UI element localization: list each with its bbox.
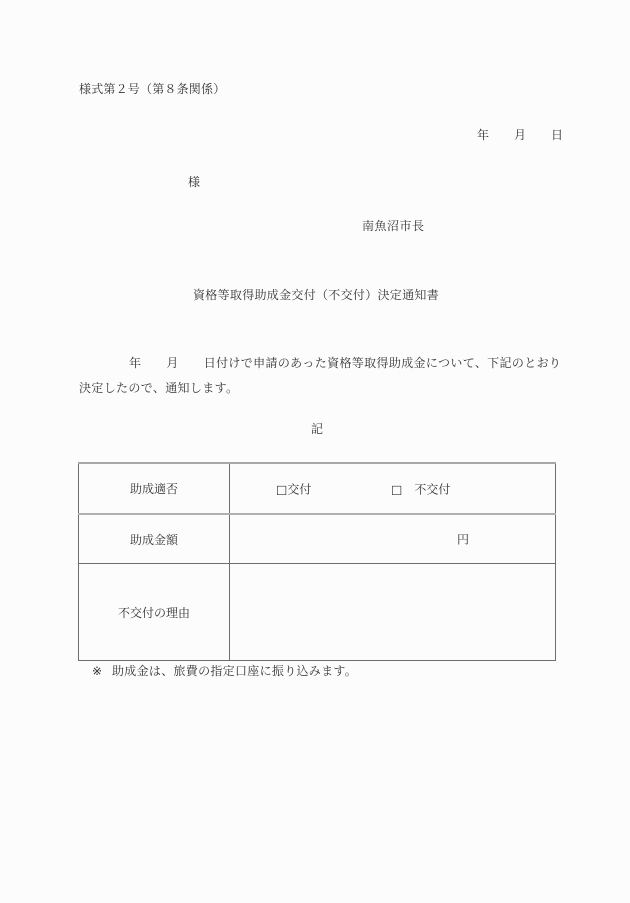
date-day-label: 日: [551, 128, 564, 142]
table-row-reason: [79, 564, 556, 661]
body-month-label: 月: [166, 356, 179, 370]
date-year-label: 年: [477, 128, 490, 142]
body-paragraph: [79, 351, 569, 401]
document-title: 資格等取得助成金交付（不交付）決定通知書: [193, 288, 440, 302]
option-grant[interactable]: [276, 480, 311, 497]
checkbox-icon[interactable]: □: [276, 482, 288, 496]
option-grant-label: 交付: [287, 482, 312, 496]
yen-unit: 円: [457, 532, 470, 547]
option-deny-label: 不交付: [414, 482, 451, 496]
footnote: [92, 663, 357, 679]
approval-value-cell: [230, 463, 556, 514]
date-month-label: 月: [514, 128, 527, 142]
reason-value-cell[interactable]: [230, 564, 556, 661]
details-table: [78, 462, 556, 661]
body-text: 日付けで申請のあった資格等取得助成金について、下記のとおり決定したので、通知します。: [79, 356, 562, 395]
reference-mark-icon: ※: [92, 664, 103, 678]
recipient-honorific: 様: [188, 175, 201, 189]
amount-value-cell[interactable]: [230, 514, 556, 564]
footnote-text: 助成金は、旅費の指定口座に振り込みます。: [112, 664, 358, 678]
approval-label: 助成適否: [79, 463, 230, 514]
reason-label: 不交付の理由: [79, 564, 230, 661]
option-deny[interactable]: [391, 480, 450, 497]
issue-date: [477, 127, 563, 143]
checkbox-icon[interactable]: □: [391, 482, 403, 496]
form-number: 様式第２号（第８条関係）: [79, 82, 226, 96]
issuer-name: 南魚沼市長: [362, 219, 425, 233]
table-row-amount: [79, 514, 556, 564]
table-row-approval: [79, 463, 556, 514]
body-year-label: 年: [129, 356, 142, 370]
amount-label: 助成金額: [79, 514, 230, 564]
ki-heading: 記: [311, 422, 324, 436]
